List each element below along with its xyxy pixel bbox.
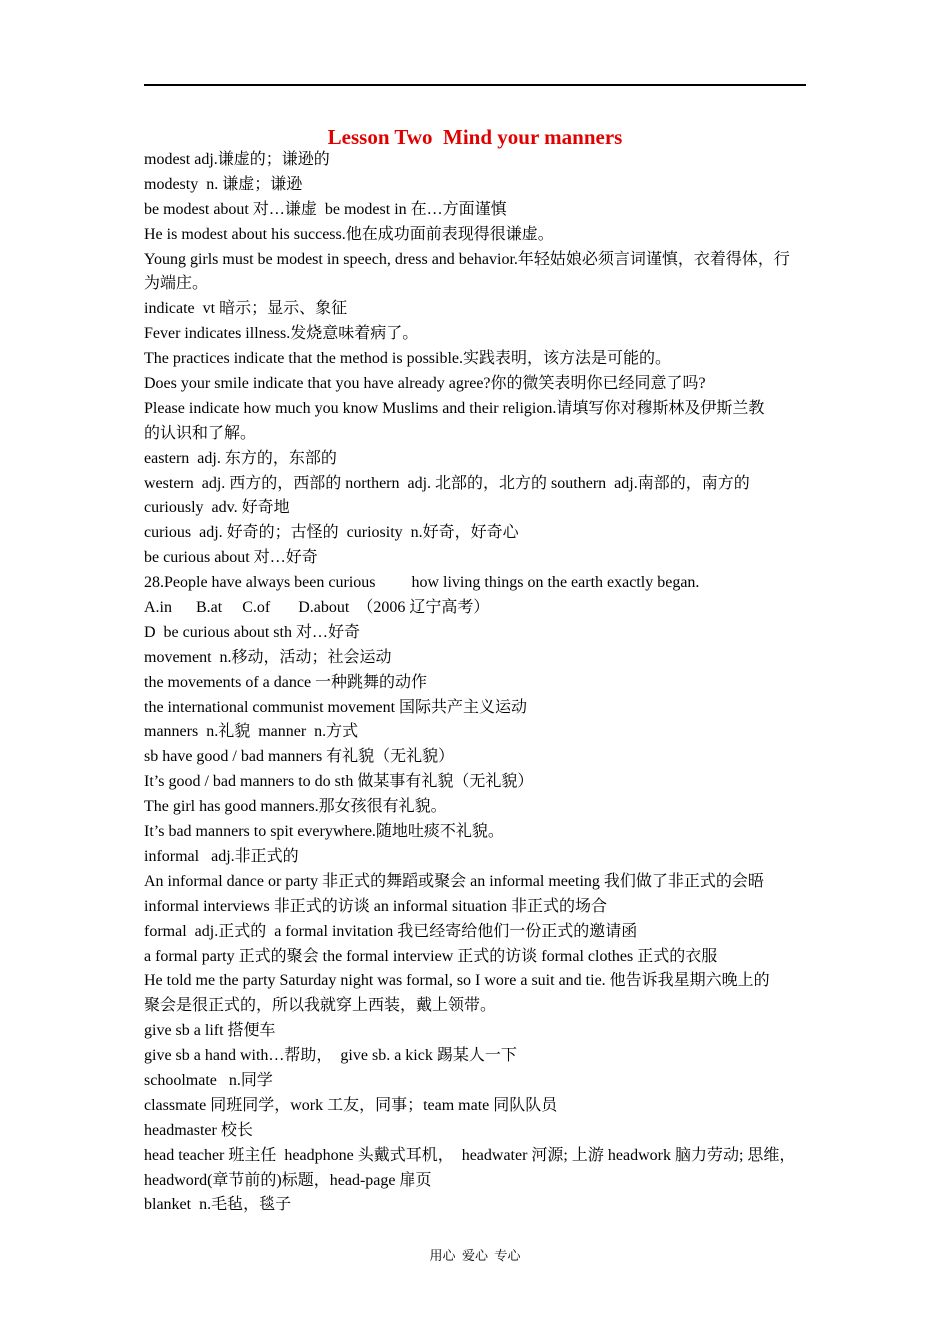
text-line: movement n.移动，活动；社会运动: [144, 648, 392, 666]
text-line: schoolmate n.同学: [144, 1071, 273, 1089]
text-line: indicate vt 暗示；显示、象征: [144, 300, 348, 318]
text-line: modesty n. 谦虚；谦逊: [144, 175, 303, 193]
text-line: He told me the party Saturday night was formal, so I wore a suit and tie. 他告诉我星期六晚上的: [144, 972, 770, 990]
text-line: be curious about 对…好奇: [144, 549, 318, 567]
text-line: eastern adj. 东方的，东部的: [144, 449, 337, 467]
text-line: informal adj.非正式的: [144, 847, 299, 865]
text-line: formal adj.正式的 a formal invitation 我已经寄给他们一份正式的邀请函: [144, 922, 638, 940]
text-line: Fever indicates illness.发烧意味着病了。: [144, 325, 419, 343]
text-line: head teacher 班主任 headphone 头戴式耳机， headwater 河源; 上游 headwork 脑力劳动; 思维，: [144, 1146, 796, 1164]
text-line: classmate 同班同学，work 工友，同事；team mate 同队队员: [144, 1096, 558, 1114]
text-line: 聚会是很正式的，所以我就穿上西装，戴上领带。: [144, 997, 497, 1015]
question-answer: D be curious about sth 对…好奇: [144, 623, 360, 641]
text-line: western adj. 西方的，西部的 northern adj. 北部的，北方的 southern adj.南部的，南方的: [144, 474, 750, 492]
text-line: Young girls must be modest in speech, dress and behavior.年轻姑娘必须言词谨慎，衣着得体，行: [144, 250, 790, 268]
text-line: a formal party 正式的聚会 the formal interview 正式的访谈 formal clothes 正式的衣服: [144, 947, 718, 965]
text-line: curious adj. 好奇的；古怪的 curiosity n.好奇，好奇心: [144, 524, 519, 542]
document-body: [144, 148, 808, 1218]
text-line: It’s bad manners to spit everywhere.随地吐痰不礼貌。: [144, 823, 504, 841]
text-line: curiously adv. 好奇地: [144, 499, 290, 517]
text-line: headword(章节前的)标题，head-page 扉页: [144, 1171, 432, 1189]
text-line: sb have good / bad manners 有礼貌（无礼貌）: [144, 748, 455, 766]
text-line: He is modest about his success.他在成功面前表现得很谦虚。: [144, 225, 554, 243]
text-line: manners n.礼貌 manner n.方式: [144, 723, 359, 741]
question-options: A.in B.at C.of D.about （2006 辽宁高考）: [144, 599, 490, 617]
text-line: blanket n.毛毡，毯子: [144, 1196, 292, 1214]
text-line: headmaster 校长: [144, 1121, 253, 1139]
text-line: Please indicate how much you know Muslims and their religion.请填写你对穆斯林及伊斯兰教: [144, 399, 765, 417]
text-line: Does your smile indicate that you have already agree?你的微笑表明你已经同意了吗?: [144, 375, 706, 393]
text-line: The practices indicate that the method is possible.实践表明，该方法是可能的。: [144, 350, 672, 368]
text-line: informal interviews 非正式的访谈 an informal situation 非正式的场合: [144, 897, 608, 915]
text-line: An informal dance or party 非正式的舞蹈或聚会 an informal meeting 我们做了非正式的会晤: [144, 872, 764, 890]
text-line: The girl has good manners.那女孩很有礼貌。: [144, 798, 447, 816]
text-line: be modest about 对…谦虚 be modest in 在…方面谨慎: [144, 200, 507, 218]
question-line: 28.People have always been curious how living things on the earth exactly began.: [144, 574, 700, 592]
page-footer: 用心 爱心 专心: [429, 1248, 521, 1263]
text-line: the international communist movement 国际共产主义运动: [144, 698, 528, 716]
text-line: the movements of a dance 一种跳舞的动作: [144, 673, 428, 691]
text-line: It’s good / bad manners to do sth 做某事有礼貌（无礼貌）: [144, 773, 534, 791]
text-line: give sb a lift 搭便车: [144, 1022, 276, 1040]
page-title: Lesson Two Mind your manners: [327, 125, 623, 149]
text-line: 为端庄。: [144, 275, 209, 293]
text-line: modest adj.谦虚的；谦逊的: [144, 151, 330, 168]
text-line: give sb a hand with…帮助， give sb. a kick 踢某人一下: [144, 1047, 517, 1065]
text-line: 的认识和了解。: [144, 424, 257, 442]
header-rule: [144, 84, 806, 86]
